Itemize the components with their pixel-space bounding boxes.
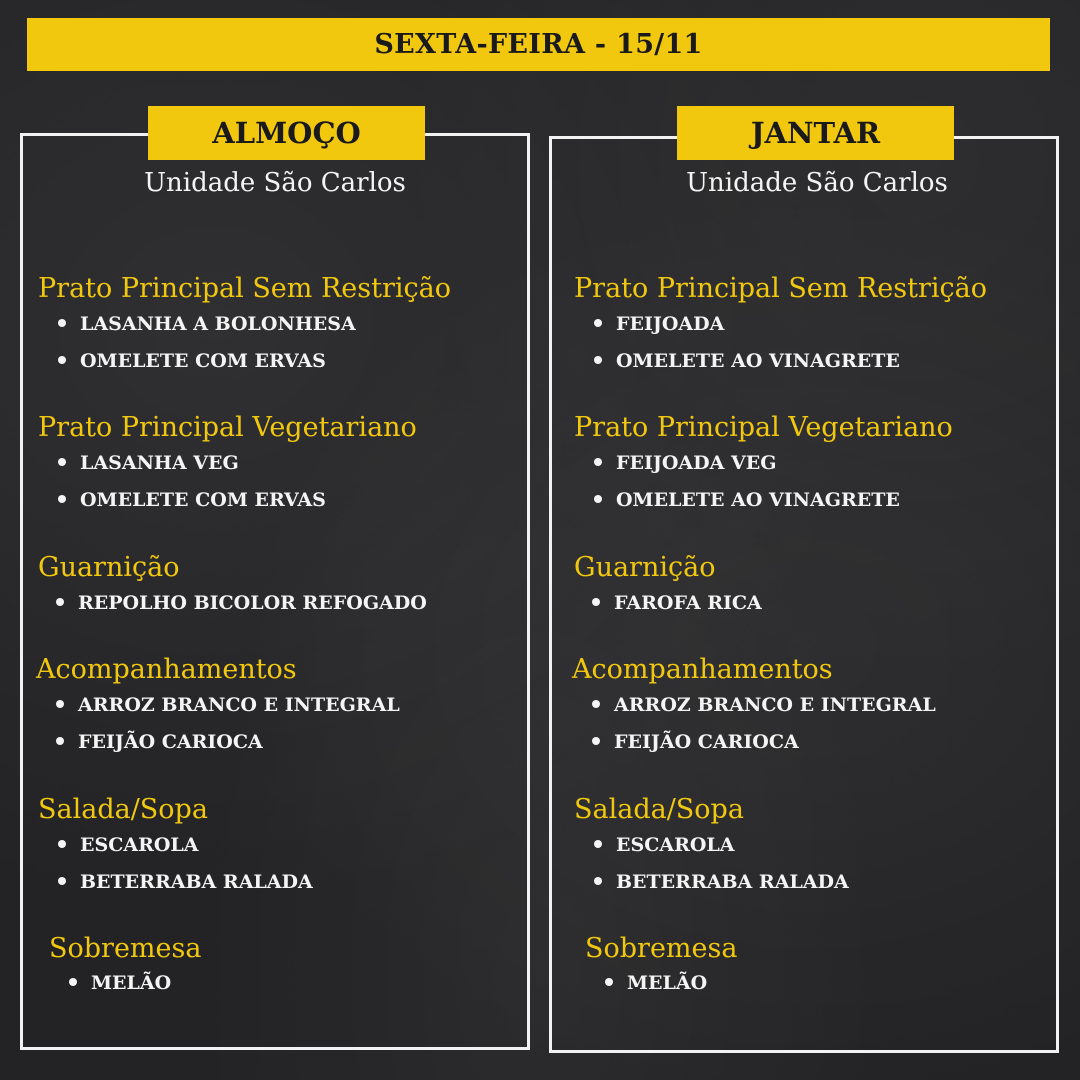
- bullet-icon: [594, 495, 602, 503]
- menu-item: OMELETE AO VINAGRETE: [594, 482, 1080, 519]
- bullet-icon: [594, 319, 602, 327]
- section-title: Prato Principal Vegetariano: [38, 412, 417, 443]
- menu-section: [574, 411, 1080, 519]
- bullet-icon: [594, 458, 602, 466]
- section-title: Sobremesa: [585, 933, 738, 964]
- menu-item: FEIJÃO CARIOCA: [56, 724, 556, 761]
- bullet-icon: [56, 598, 64, 606]
- bullet-icon: [594, 877, 602, 885]
- menu-item: MELÃO: [69, 966, 569, 1000]
- menu-section: [574, 793, 1080, 901]
- menu-item: OMELETE AO VINAGRETE: [594, 343, 1080, 380]
- bullet-icon: [58, 495, 66, 503]
- menu-section: [574, 551, 1080, 622]
- section-title: Guarnição: [574, 552, 716, 583]
- bullet-icon: [594, 840, 602, 848]
- menu-section: [574, 272, 1080, 380]
- section-title: Salada/Sopa: [38, 794, 208, 825]
- bullet-icon: [58, 840, 66, 848]
- bullet-icon: [69, 978, 77, 986]
- lunch-unit-label: Unidade São Carlos: [144, 168, 406, 198]
- bullet-icon: [58, 458, 66, 466]
- menu-section: [36, 653, 556, 761]
- menu-item: FEIJOADA VEG: [594, 445, 1080, 482]
- bullet-icon: [56, 737, 64, 745]
- dinner-unit-label: Unidade São Carlos: [686, 168, 948, 198]
- menu-section: [572, 653, 1080, 761]
- dinner-menu: [536, 0, 1056, 1080]
- menu-section: [585, 932, 1080, 1000]
- menu-item: BETERRABA RALADA: [594, 864, 1080, 901]
- section-title: Sobremesa: [49, 933, 202, 964]
- bullet-icon: [58, 877, 66, 885]
- menu-item: ESCAROLA: [58, 827, 558, 864]
- menu-item: FEIJÃO CARIOCA: [592, 724, 1080, 761]
- bullet-icon: [592, 737, 600, 745]
- menu-section: [38, 551, 558, 622]
- menu-item: BETERRABA RALADA: [58, 864, 558, 901]
- section-title: Guarnição: [38, 552, 180, 583]
- bullet-icon: [56, 700, 64, 708]
- menu-item: ARROZ BRANCO E INTEGRAL: [592, 687, 1080, 724]
- menu-item: LASANHA VEG: [58, 445, 558, 482]
- section-title: Prato Principal Vegetariano: [574, 412, 953, 443]
- menu-section: [38, 411, 558, 519]
- section-title: Acompanhamentos: [572, 654, 833, 685]
- menu-item: FAROFA RICA: [592, 585, 1080, 622]
- menu-section: [38, 272, 558, 380]
- menu-item: REPOLHO BICOLOR REFOGADO: [56, 585, 558, 622]
- bullet-icon: [58, 319, 66, 327]
- menu-item: LASANHA A BOLONHESA: [58, 306, 558, 343]
- section-title: Acompanhamentos: [36, 654, 297, 685]
- section-title: Prato Principal Sem Restrição: [574, 273, 988, 304]
- bullet-icon: [592, 700, 600, 708]
- menu-item: ESCAROLA: [594, 827, 1080, 864]
- lunch-menu: [0, 0, 520, 1080]
- bullet-icon: [592, 598, 600, 606]
- menu-item: OMELETE COM ERVAS: [58, 482, 558, 519]
- lunch-tag: ALMOÇO: [148, 106, 425, 160]
- bullet-icon: [594, 356, 602, 364]
- dinner-tag: JANTAR: [677, 106, 954, 160]
- menu-item: MELÃO: [605, 966, 1080, 1000]
- menu-item: ARROZ BRANCO E INTEGRAL: [56, 687, 556, 724]
- bullet-icon: [58, 356, 66, 364]
- page-title: SEXTA-FEIRA - 15/11: [27, 18, 1050, 71]
- menu-section: [38, 793, 558, 901]
- menu-item: FEIJOADA: [594, 306, 1080, 343]
- section-title: Prato Principal Sem Restrição: [38, 273, 452, 304]
- section-title: Salada/Sopa: [574, 794, 744, 825]
- menu-item: OMELETE COM ERVAS: [58, 343, 558, 380]
- menu-section: [49, 932, 569, 1000]
- bullet-icon: [605, 978, 613, 986]
